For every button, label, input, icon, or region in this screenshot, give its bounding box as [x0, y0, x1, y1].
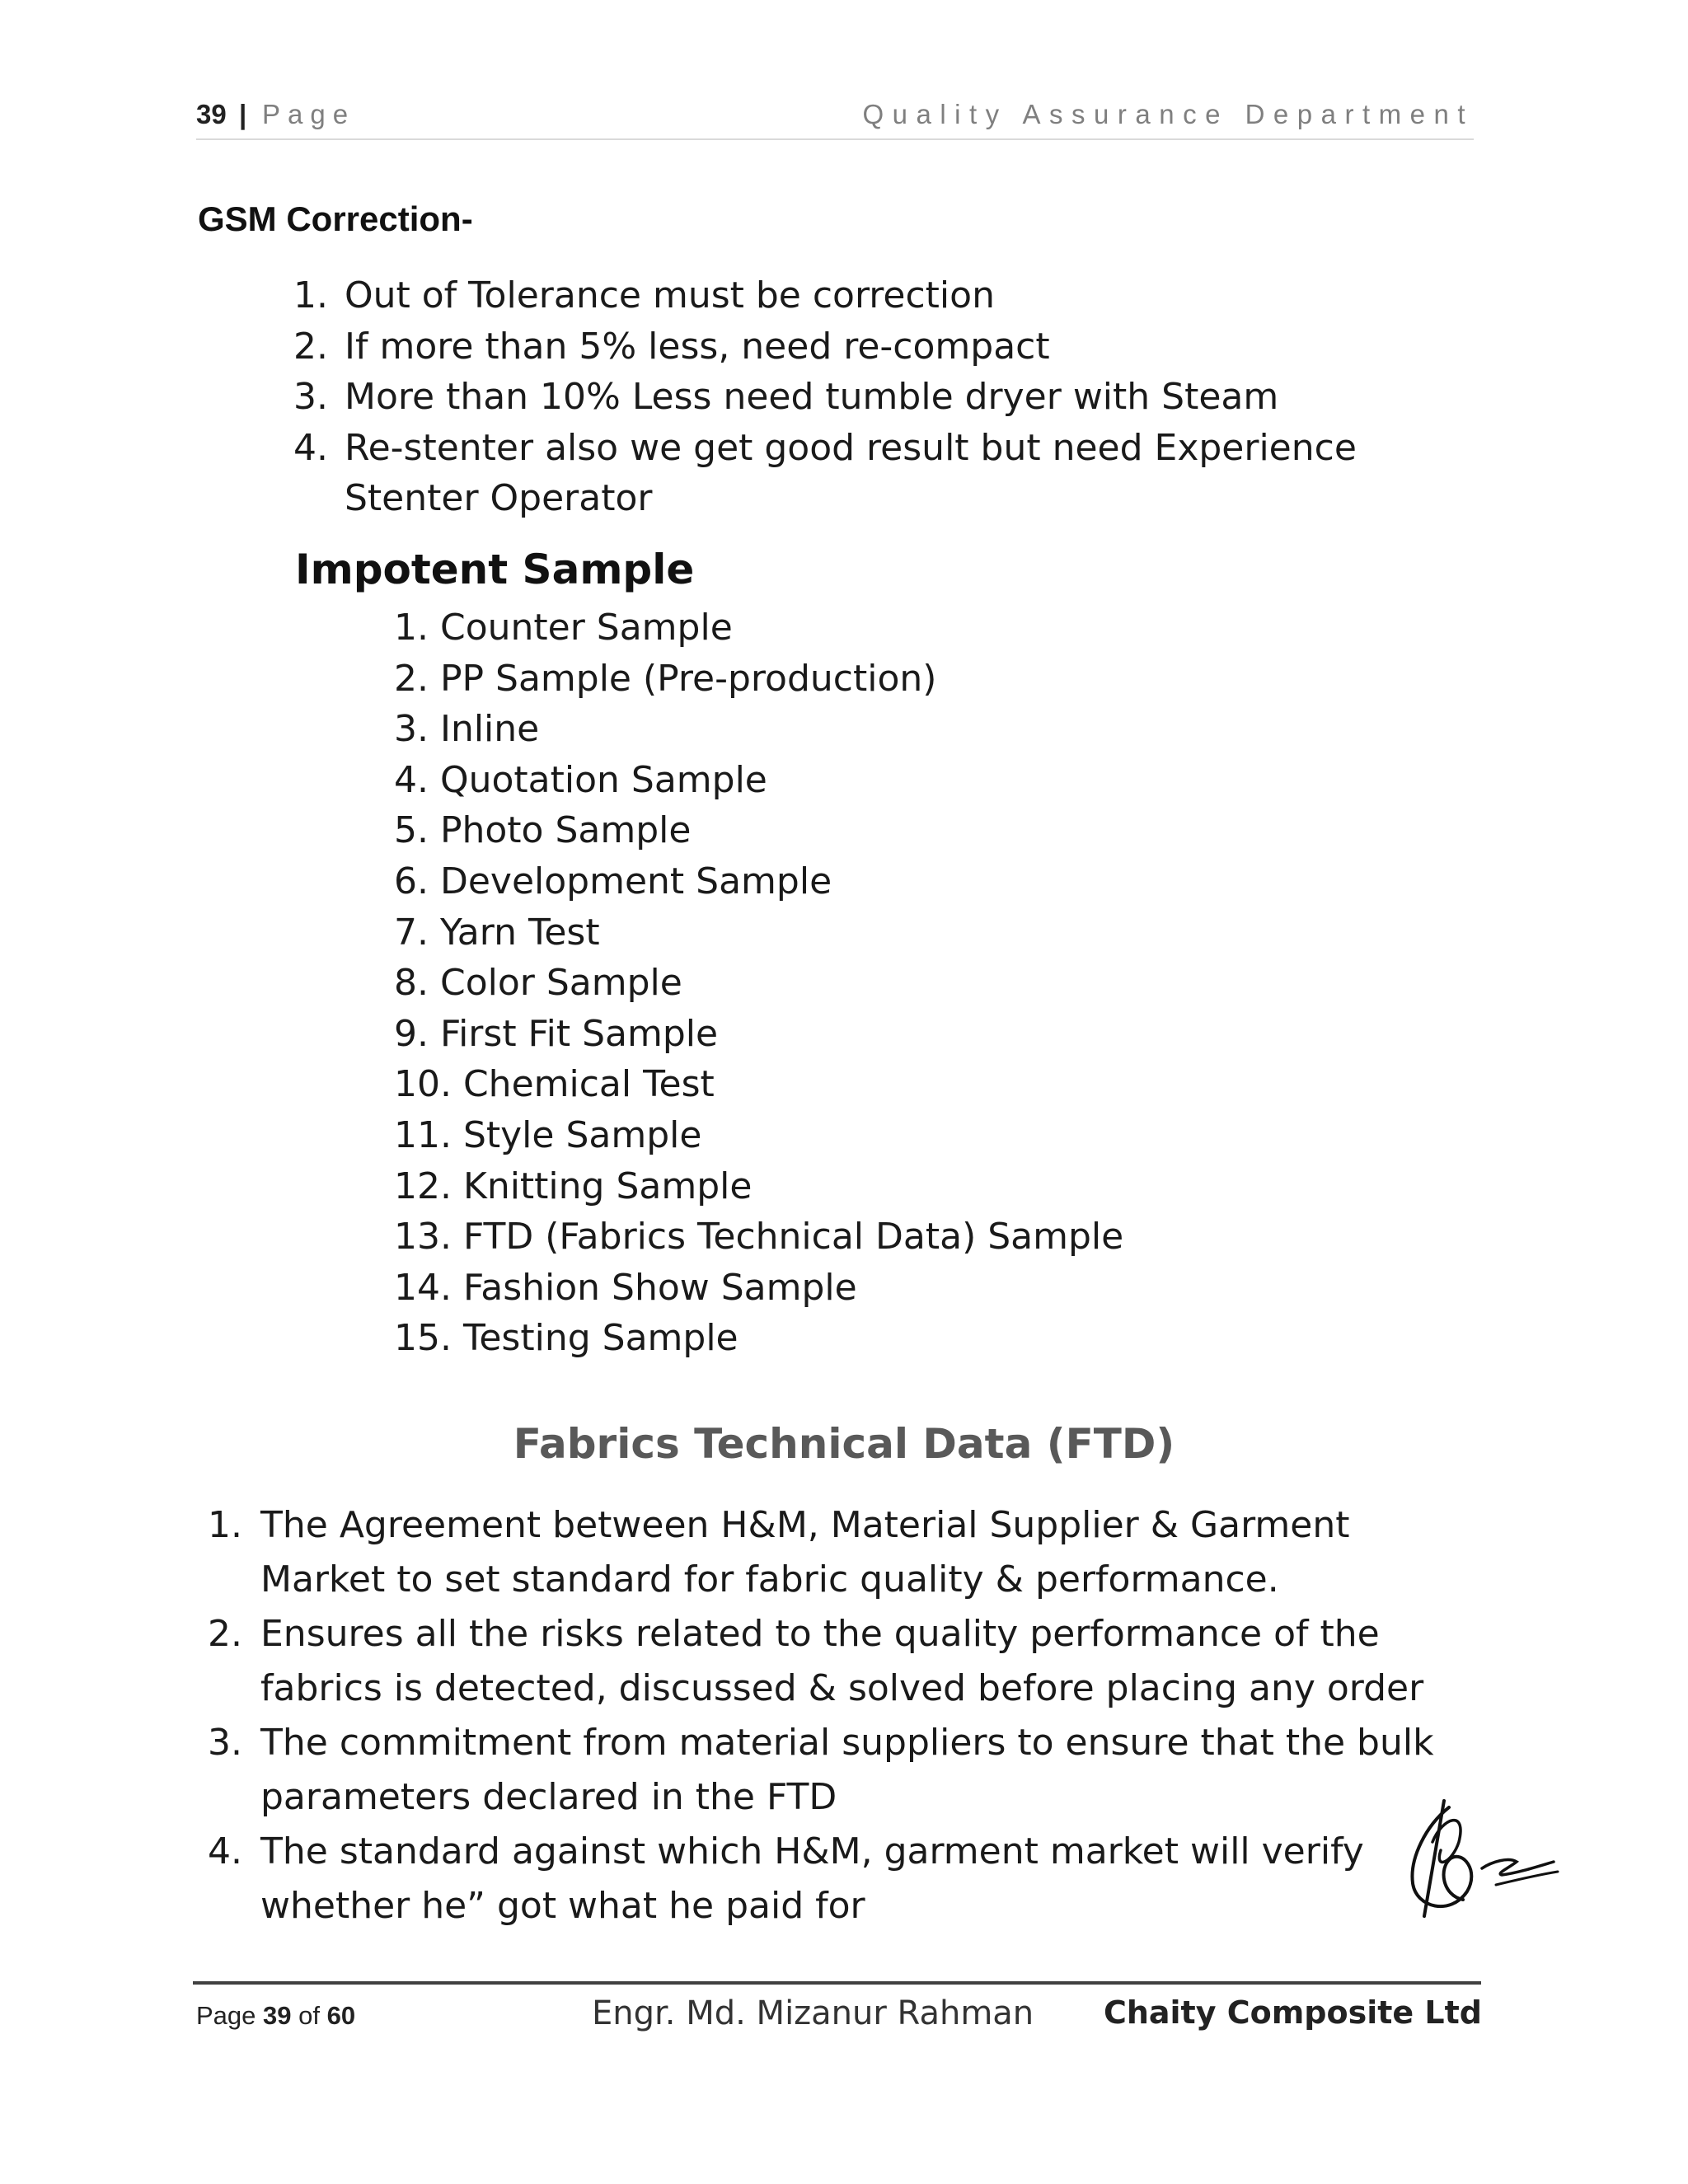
gsm-correction-heading: GSM Correction- [198, 199, 473, 238]
header-page-number: 39 [196, 99, 227, 129]
list-item: 9. First Fit Sample [394, 1012, 719, 1055]
header-department: Quality Assurance Department [862, 99, 1474, 129]
list-text: Ensures all the risks related to the quality performance of the fabrics is detected, discussed & solved before placing any order [260, 1613, 1424, 1709]
list-item: 14. Fashion Show Sample [394, 1266, 857, 1309]
list-item: 2. PP Sample (Pre-production) [394, 657, 937, 700]
list-item: 12. Knitting Sample [394, 1165, 753, 1207]
list-text: More than 10% Less need tumble dryer with Steam [345, 376, 1279, 418]
header-page-word: Page [262, 99, 356, 129]
page-header [196, 97, 1474, 140]
list-item: 4. Quotation Sample [394, 758, 767, 801]
footer-page-total: 60 [326, 2001, 356, 2030]
list-item: 8. Color Sample [394, 962, 682, 1005]
list-item: 5. Photo Sample [394, 809, 692, 852]
footer-divider [193, 1981, 1481, 1985]
ftd-heading: Fabrics Technical Data (FTD) [513, 1420, 1175, 1468]
list-number: 3. [293, 376, 328, 418]
list-item: 6. Development Sample [394, 860, 832, 902]
list-item: 3. Inline [394, 708, 540, 751]
list-item: 1. Counter Sample [394, 607, 733, 649]
list-item [208, 1825, 1431, 1933]
list-item [208, 1607, 1493, 1716]
list-number: 1. [208, 1504, 242, 1546]
list-item [208, 1498, 1447, 1607]
list-number: 1. [293, 274, 328, 316]
list-item [293, 372, 1489, 423]
list-item [208, 1716, 1493, 1825]
list-item: 10. Chemical Test [394, 1063, 715, 1106]
list-item: 15. Testing Sample [394, 1317, 738, 1360]
list-text: The Agreement between H&M, Material Supplier & Garment Market to set standard for fabric quality & performance. [260, 1504, 1350, 1601]
handwritten-signature [1393, 1793, 1566, 1924]
list-number: 4. [208, 1830, 242, 1872]
header-separator: | [239, 99, 247, 129]
ftd-list [208, 1498, 1493, 1933]
list-text: The standard against which H&M, garment market will verify whether he” got what he paid for [260, 1830, 1364, 1927]
list-item: 11. Style Sample [394, 1113, 702, 1156]
footer-page-label: Page [196, 2001, 256, 2030]
impotent-sample-heading: Impotent Sample [295, 546, 695, 593]
list-item [293, 270, 1489, 321]
footer-company: Chaity Composite Ltd [1103, 1994, 1482, 2031]
list-number: 3. [208, 1722, 242, 1764]
footer-page-current: 39 [263, 2001, 292, 2030]
list-item: 13. FTD (Fabrics Technical Data) Sample [394, 1216, 1124, 1258]
list-text: Out of Tolerance must be correction [345, 274, 995, 316]
list-item [293, 423, 1449, 524]
list-text: Re-stenter also we get good result but need Experience Stenter Operator [345, 426, 1357, 519]
footer-author: Engr. Md. Mizanur Rahman [592, 1994, 1034, 2032]
list-number: 2. [293, 325, 328, 368]
list-number: 4. [293, 426, 328, 469]
list-item [293, 321, 1489, 373]
footer-of-label: of [298, 2001, 320, 2030]
gsm-correction-list [293, 270, 1489, 524]
list-text: The commitment from material suppliers to ensure that the bulk parameters declared in the FTD [260, 1722, 1434, 1818]
list-item: 7. Yarn Test [394, 911, 600, 954]
list-number: 2. [208, 1613, 242, 1655]
list-text: If more than 5% less, need re-compact [345, 325, 1050, 368]
footer-page-info [196, 2001, 355, 2031]
impotent-sample-list [394, 602, 1465, 1364]
